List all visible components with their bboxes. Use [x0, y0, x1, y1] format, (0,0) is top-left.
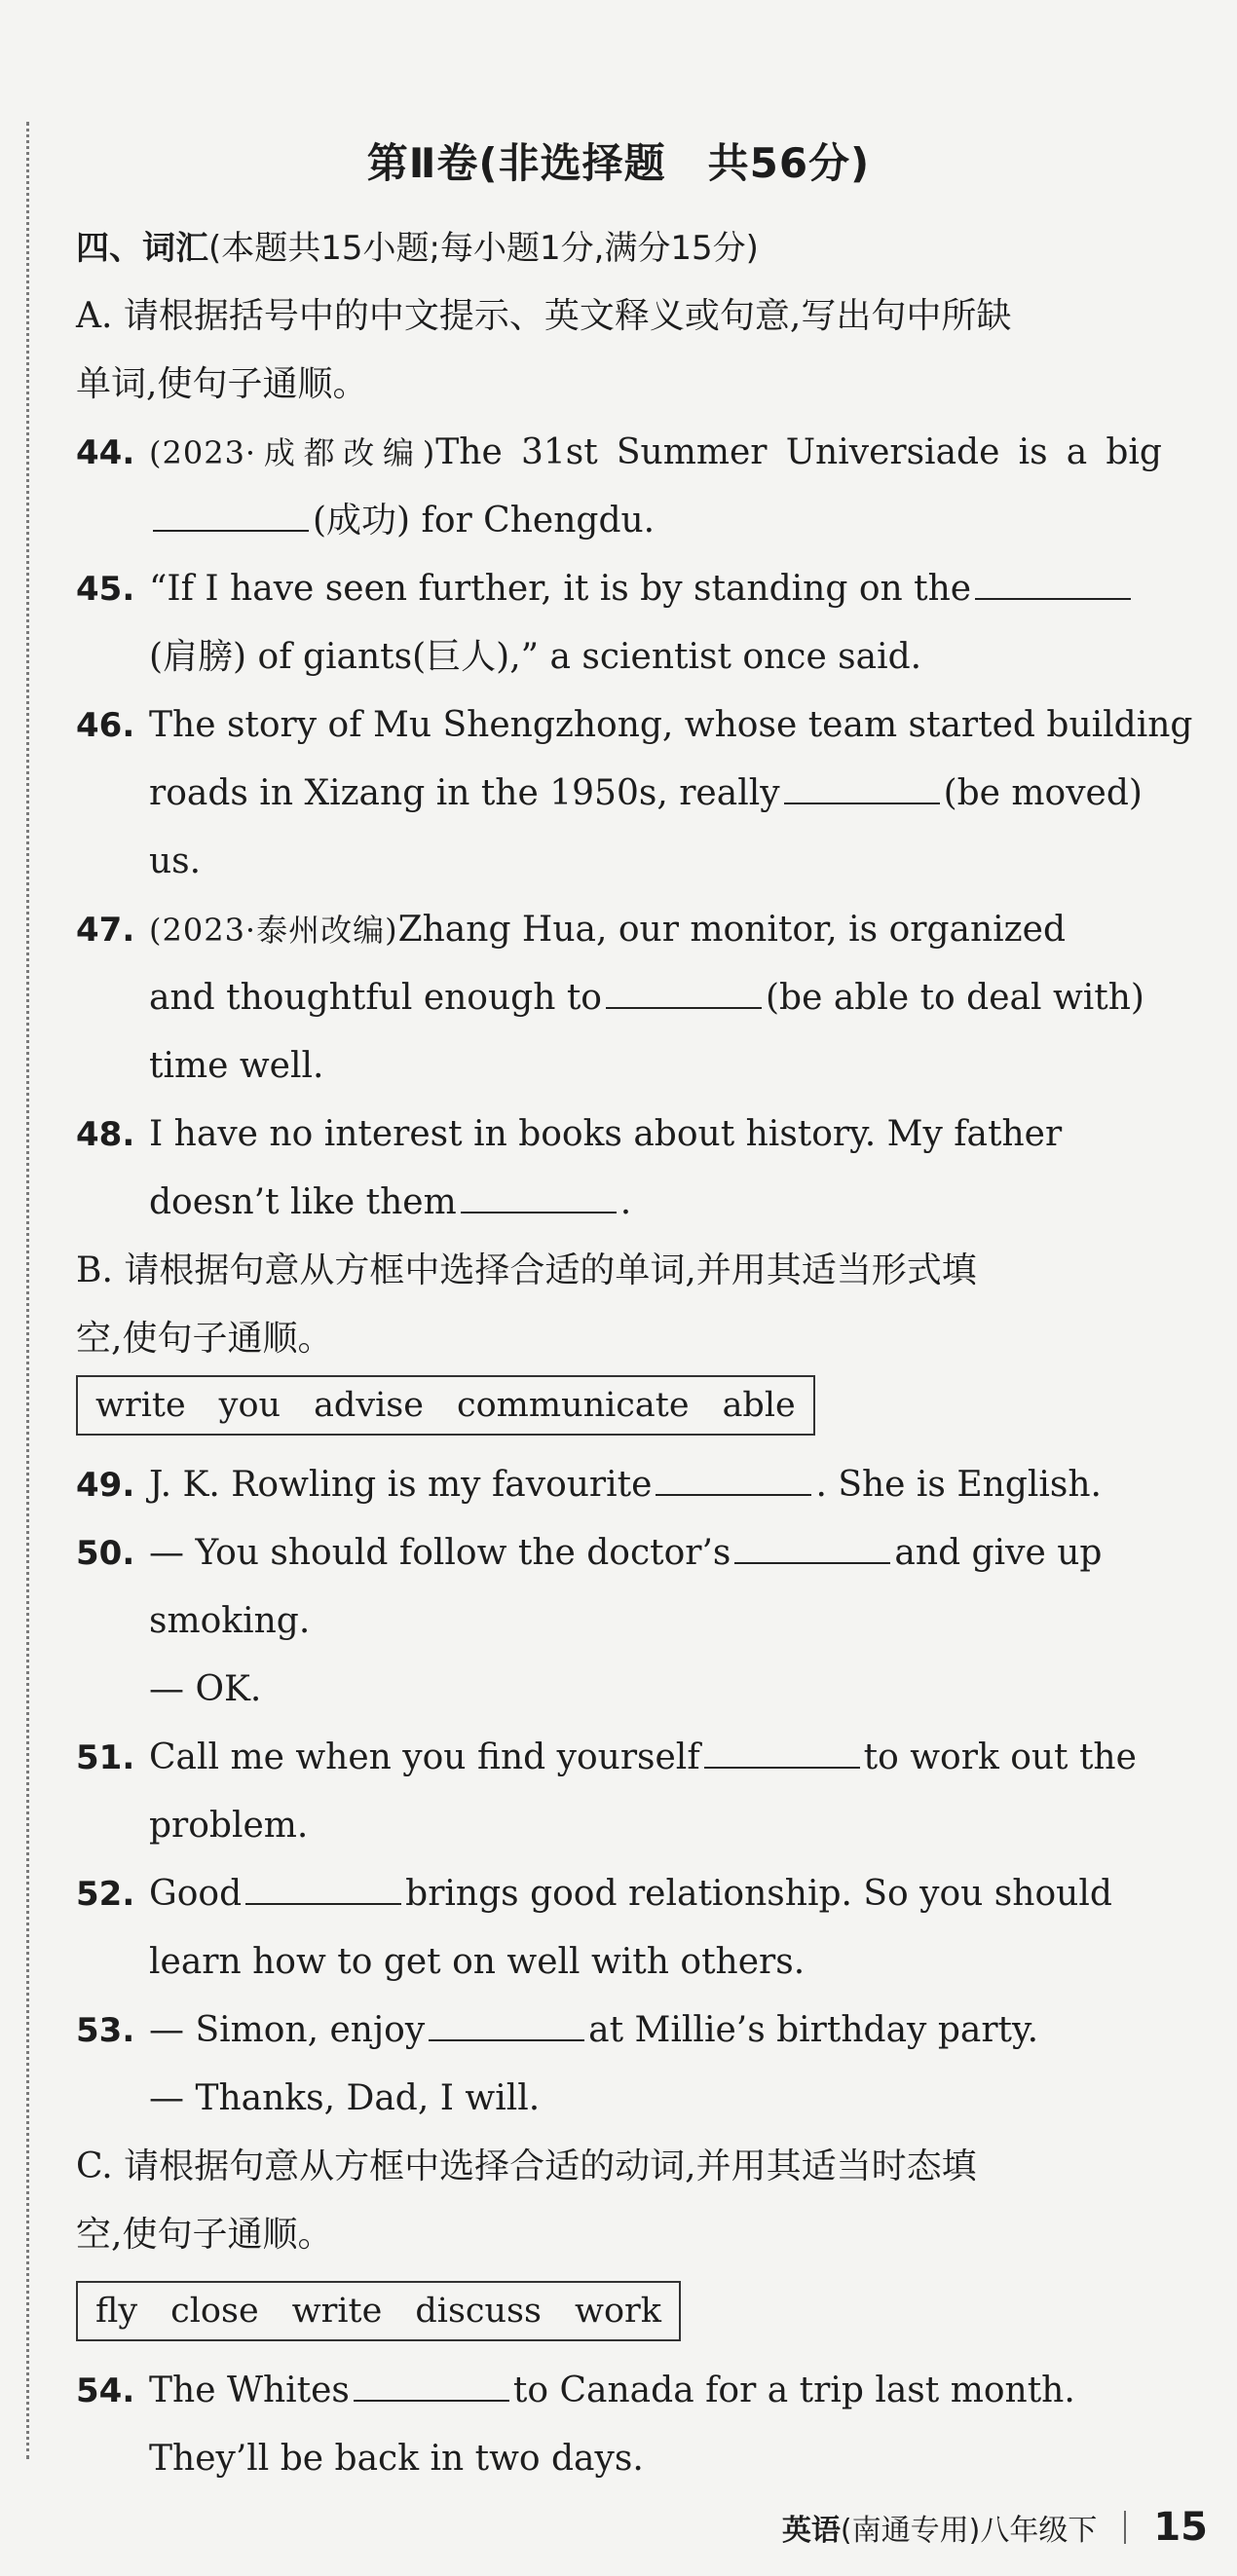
question-45	[76, 555, 1162, 691]
question-hint: (be able to deal with)	[765, 978, 1144, 1018]
part-a-instructions	[76, 282, 1162, 419]
question-text: to work out the	[863, 1737, 1137, 1777]
answer-blank[interactable]	[429, 2010, 584, 2041]
answer-blank[interactable]	[704, 1737, 860, 1769]
footer-divider	[1124, 2511, 1126, 2544]
question-text: Good	[149, 1874, 243, 1914]
question-text: .	[619, 1182, 632, 1222]
answer-blank[interactable]	[656, 1465, 811, 1496]
question-source: (2023·成都改编)	[149, 434, 436, 471]
question-text: The Whites	[149, 2371, 350, 2410]
page-footer	[782, 2498, 1208, 2557]
page-number: 15	[1153, 2505, 1208, 2550]
section-heading	[76, 214, 1162, 282]
answer-blank[interactable]	[975, 569, 1131, 600]
question-text: to Canada for a trip last month.	[512, 2371, 1075, 2410]
question-number: 53.	[76, 2011, 135, 2050]
binding-margin-line	[26, 122, 29, 2459]
question-54	[76, 2357, 1162, 2493]
question-hint: (be moved)	[943, 773, 1143, 813]
answer-blank[interactable]	[461, 1182, 617, 1213]
page-title: 第Ⅱ卷(非选择题 共56分)	[366, 139, 871, 187]
question-51	[76, 1724, 1162, 1860]
word-option: write	[95, 1386, 186, 1425]
word-option: discuss	[415, 2292, 542, 2331]
question-44	[76, 419, 1162, 555]
footer-subject: 英语	[781, 2514, 841, 2548]
question-text: — OK.	[149, 1669, 262, 1709]
question-text: Zhang Hua, our monitor, is organized	[397, 910, 1066, 950]
part-c-instructions	[76, 2133, 1162, 2269]
question-text: (成功) for Chengdu.	[313, 501, 656, 541]
question-text: time well.	[149, 1046, 324, 1086]
question-text: — Simon, enjoy	[149, 2010, 426, 2050]
question-text: — You should follow the doctor’s	[149, 1533, 731, 1573]
question-number: 51.	[76, 1738, 135, 1777]
question-48	[76, 1101, 1162, 1237]
instruction-line: A. 请根据括号中的中文提示、英文释义或句意,写出句中所缺	[76, 296, 1012, 336]
question-50	[76, 1519, 1162, 1724]
word-option: write	[291, 2292, 383, 2331]
instruction-line: B. 请根据句意从方框中选择合适的单词,并用其适当形式填	[76, 1251, 977, 1290]
part-b-instructions	[76, 1237, 1162, 1373]
question-text: The 31st Summer Universiade is a big	[435, 432, 1162, 472]
question-text: roads in Xizang in the 1950s, really	[149, 773, 780, 813]
question-text: learn how to get on well with others.	[149, 1942, 806, 1982]
word-option: able	[722, 1386, 796, 1425]
question-text: problem.	[149, 1806, 309, 1846]
question-text: (肩膀) of giants(巨人),” a scientist once said.	[149, 637, 922, 677]
question-number: 50.	[76, 1534, 135, 1573]
question-text: and thoughtful enough to	[149, 978, 602, 1018]
question-52	[76, 1860, 1162, 1997]
word-option: work	[574, 2292, 661, 2331]
instruction-line: 空,使句子通顺。	[76, 1319, 333, 1359]
question-number: 47.	[76, 911, 135, 950]
question-text: — Thanks, Dad, I will.	[149, 2078, 541, 2118]
question-number: 46.	[76, 706, 135, 745]
question-text: Call me when you find yourself	[149, 1737, 700, 1777]
question-text: brings good relationship. So you should	[405, 1874, 1112, 1914]
question-number: 45.	[76, 570, 135, 609]
question-number: 44.	[76, 433, 135, 472]
word-box-c	[76, 2281, 681, 2341]
question-49	[76, 1451, 1162, 1519]
question-text: The story of Mu Shengzhong, whose team started building	[149, 705, 1193, 745]
section-note: (本题共15小题;每小题1分,满分15分)	[208, 229, 759, 268]
question-text: I have no interest in books about history. My father	[149, 1114, 1063, 1154]
instruction-line: C. 请根据句意从方框中选择合适的动词,并用其适当时态填	[76, 2147, 977, 2186]
instruction-line: 空,使句子通顺。	[76, 2215, 333, 2255]
footer-edition: (南通专用)八年级下	[840, 2514, 1098, 2548]
question-text: They’ll be back in two days.	[149, 2439, 644, 2479]
question-text: us.	[149, 841, 202, 881]
question-number: 54.	[76, 2371, 135, 2410]
answer-blank[interactable]	[606, 978, 762, 1009]
word-option: communicate	[456, 1386, 690, 1425]
answer-blank[interactable]	[354, 2371, 509, 2402]
word-option: close	[170, 2292, 259, 2331]
answer-blank[interactable]	[245, 1874, 401, 1905]
question-text: doesn’t like them	[149, 1182, 457, 1222]
word-option: you	[218, 1386, 281, 1425]
question-text: “If I have seen further, it is by standing on the	[149, 569, 972, 609]
answer-blank[interactable]	[153, 501, 309, 532]
question-source: (2023·泰州改编)	[149, 912, 398, 949]
section-label: 四、词汇	[76, 229, 208, 268]
question-number: 52.	[76, 1875, 135, 1914]
question-number: 48.	[76, 1115, 135, 1154]
instruction-line: 单词,使句子通顺。	[76, 364, 368, 404]
question-text: at Millie’s birthday party.	[588, 2010, 1039, 2050]
question-53	[76, 1997, 1162, 2133]
answer-blank[interactable]	[784, 773, 940, 804]
word-box-b	[76, 1375, 815, 1436]
question-text: J. K. Rowling is my favourite	[149, 1465, 653, 1505]
word-option: advise	[314, 1386, 424, 1425]
question-text: smoking.	[149, 1601, 311, 1641]
question-text: and give up	[894, 1533, 1103, 1573]
question-text: . She is English.	[815, 1465, 1102, 1505]
question-number: 49.	[76, 1466, 135, 1505]
question-47	[76, 896, 1162, 1101]
word-option: fly	[95, 2292, 138, 2331]
question-46	[76, 691, 1193, 896]
answer-blank[interactable]	[734, 1533, 890, 1564]
